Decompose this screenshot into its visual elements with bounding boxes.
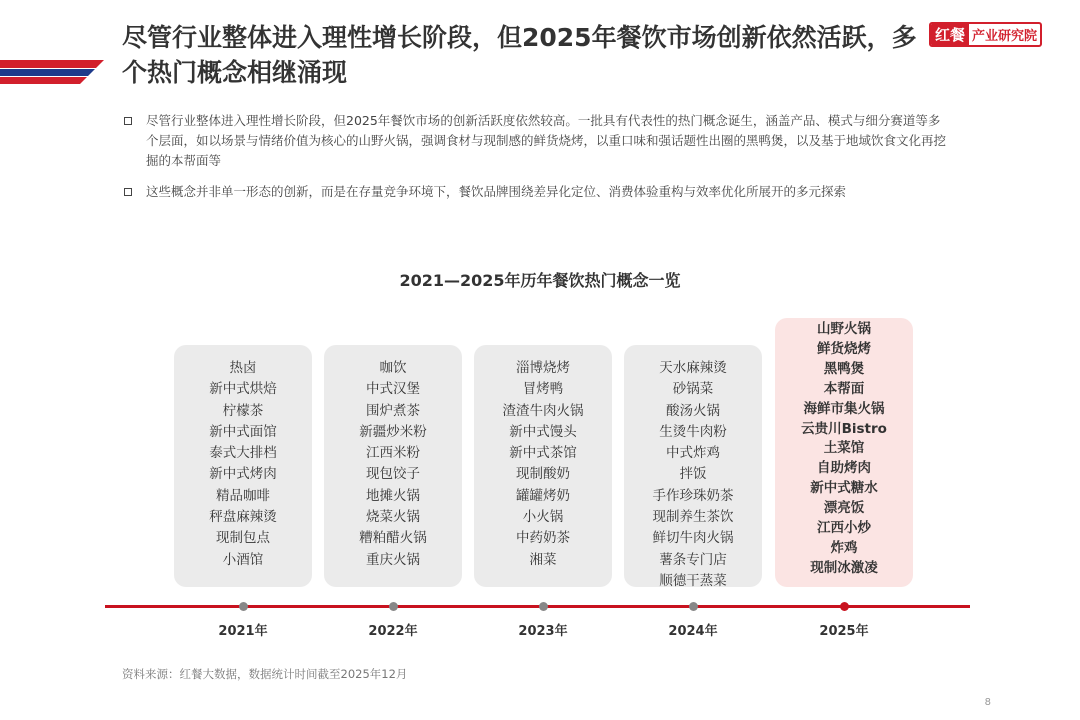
chart-title: 2021—2025年历年餐饮热门概念一览 [399, 271, 681, 290]
concept-item: 顺德干蒸菜 [659, 572, 727, 589]
concept-item: 围炉煮茶 [366, 402, 420, 419]
timeline-dot [539, 602, 548, 611]
concept-item: 新中式茶馆 [509, 445, 577, 462]
concept-item: 鲜切牛肉火锅 [652, 530, 734, 547]
concept-item: 精品咖啡 [216, 487, 270, 504]
concept-item: 新中式面馆 [209, 423, 277, 440]
concept-item: 黑鸭煲 [823, 360, 865, 377]
concept-item: 新中式糖水 [810, 480, 878, 497]
year-label: 2025年 [819, 624, 869, 639]
concept-item: 淄博烧烤 [516, 360, 570, 376]
page-number: 8 [984, 697, 991, 708]
concept-item: 咖饮 [379, 360, 407, 376]
concept-item: 薯条专门店 [659, 551, 727, 568]
concept-item: 现制酸奶 [516, 466, 570, 483]
year-label: 2021年 [218, 624, 268, 639]
data-source-note: 资料来源：红餐大数据，数据统计时间截至2025年12月 [122, 667, 408, 681]
concept-item: 现制养生茶饮 [652, 509, 734, 526]
concept-item: 漂亮饭 [823, 500, 865, 517]
concept-column-1 [324, 345, 462, 587]
concept-item: 生烫牛肉粉 [659, 423, 727, 440]
brand-logo [929, 22, 1042, 47]
page-title: 尽管行业整体进入理性增长阶段，但2025年餐饮市场创新依然活跃，多个热门概念相继涌现 [122, 23, 917, 87]
timeline-dot [840, 602, 849, 611]
timeline-dot [689, 602, 698, 611]
concept-item: 小火锅 [522, 509, 564, 526]
concept-item: 冒烤鸭 [522, 381, 564, 398]
concept-item: 新中式烘焙 [209, 381, 277, 398]
concept-column-3 [624, 345, 762, 587]
concept-item: 新疆炒米粉 [359, 423, 427, 440]
concept-item: 地摊火锅 [366, 487, 420, 504]
concept-item: 天水麻辣烫 [659, 360, 727, 376]
concept-item: 烧菜火锅 [366, 509, 420, 526]
bullet-item [122, 111, 952, 171]
concept-item: 重庆火锅 [366, 551, 420, 568]
concept-item: 土菜馆 [823, 440, 865, 457]
concept-item: 泰式大排档 [209, 445, 277, 462]
concept-item: 糟粕醋火锅 [359, 530, 427, 547]
concept-item: 现制冰激凌 [810, 559, 878, 576]
concept-item: 江西米粉 [366, 445, 420, 462]
concept-item: 中药奶茶 [516, 530, 570, 547]
header-decoration-stripes [0, 60, 104, 84]
concept-item: 酸汤火锅 [666, 402, 720, 419]
concept-item: 中式汉堡 [366, 381, 420, 398]
concept-item: 云贵川Bistro [801, 420, 887, 437]
bullet-item [122, 182, 952, 202]
concept-item: 罐罐烤奶 [516, 487, 570, 504]
concept-item: 现包饺子 [366, 466, 420, 483]
concept-item: 山野火锅 [817, 321, 871, 337]
concept-item: 海鲜市集火锅 [803, 400, 885, 417]
concept-item: 小酒馆 [222, 551, 264, 568]
concept-item: 湘菜 [529, 551, 557, 568]
logo-main-text: 红餐 [931, 24, 969, 45]
square-bullet-icon [124, 117, 132, 125]
square-bullet-icon [124, 188, 132, 196]
concept-item: 江西小炒 [817, 520, 871, 537]
concept-column-4 [775, 318, 913, 587]
concept-item: 秤盘麻辣烫 [209, 509, 277, 526]
concept-item: 热卤 [229, 360, 257, 376]
concept-item: 中式炸鸡 [666, 445, 720, 462]
summary-bullets [122, 111, 952, 213]
concept-item: 现制包点 [216, 530, 270, 547]
concept-item: 自助烤肉 [817, 460, 871, 477]
year-label: 2022年 [368, 624, 418, 639]
concept-item: 砂锅菜 [672, 381, 714, 398]
concept-item: 鲜货烧烤 [817, 340, 871, 357]
concept-item: 炸鸡 [830, 539, 858, 556]
concept-column-2 [474, 345, 612, 587]
concept-item: 手作珍珠奶茶 [652, 487, 734, 504]
concept-item: 拌饭 [679, 466, 707, 483]
timeline-dot [389, 602, 398, 611]
concept-column-0 [174, 345, 312, 587]
concept-item: 新中式馒头 [509, 423, 577, 440]
concept-item: 新中式烤肉 [209, 466, 277, 483]
timeline-dot [239, 602, 248, 611]
year-label: 2023年 [518, 624, 568, 639]
concept-item: 柠檬茶 [222, 402, 264, 419]
concept-item: 渣渣牛肉火锅 [502, 402, 584, 419]
bullet-text: 尽管行业整体进入理性增长阶段，但2025年餐饮市场的创新活跃度依然较高。一批具有代表性的热门概念诞生，涵盖产品、模式与细分赛道等多个层面，如以场景与情绪价值为核心的山野火锅，强调食材与现制感的鲜货烧烤，以重口味和强话题性出圈的黑鸭煲，以及基于地域饮食文化再挖掘的本帮面等 [146, 113, 947, 168]
year-label: 2024年 [668, 624, 718, 639]
concept-item: 本帮面 [823, 380, 865, 397]
bullet-text: 这些概念并非单一形态的创新，而是在存量竞争环境下，餐饮品牌围绕差异化定位、消费体验重构与效率优化所展开的多元探索 [146, 184, 847, 199]
logo-sub-text: 产业研究院 [971, 29, 1037, 44]
